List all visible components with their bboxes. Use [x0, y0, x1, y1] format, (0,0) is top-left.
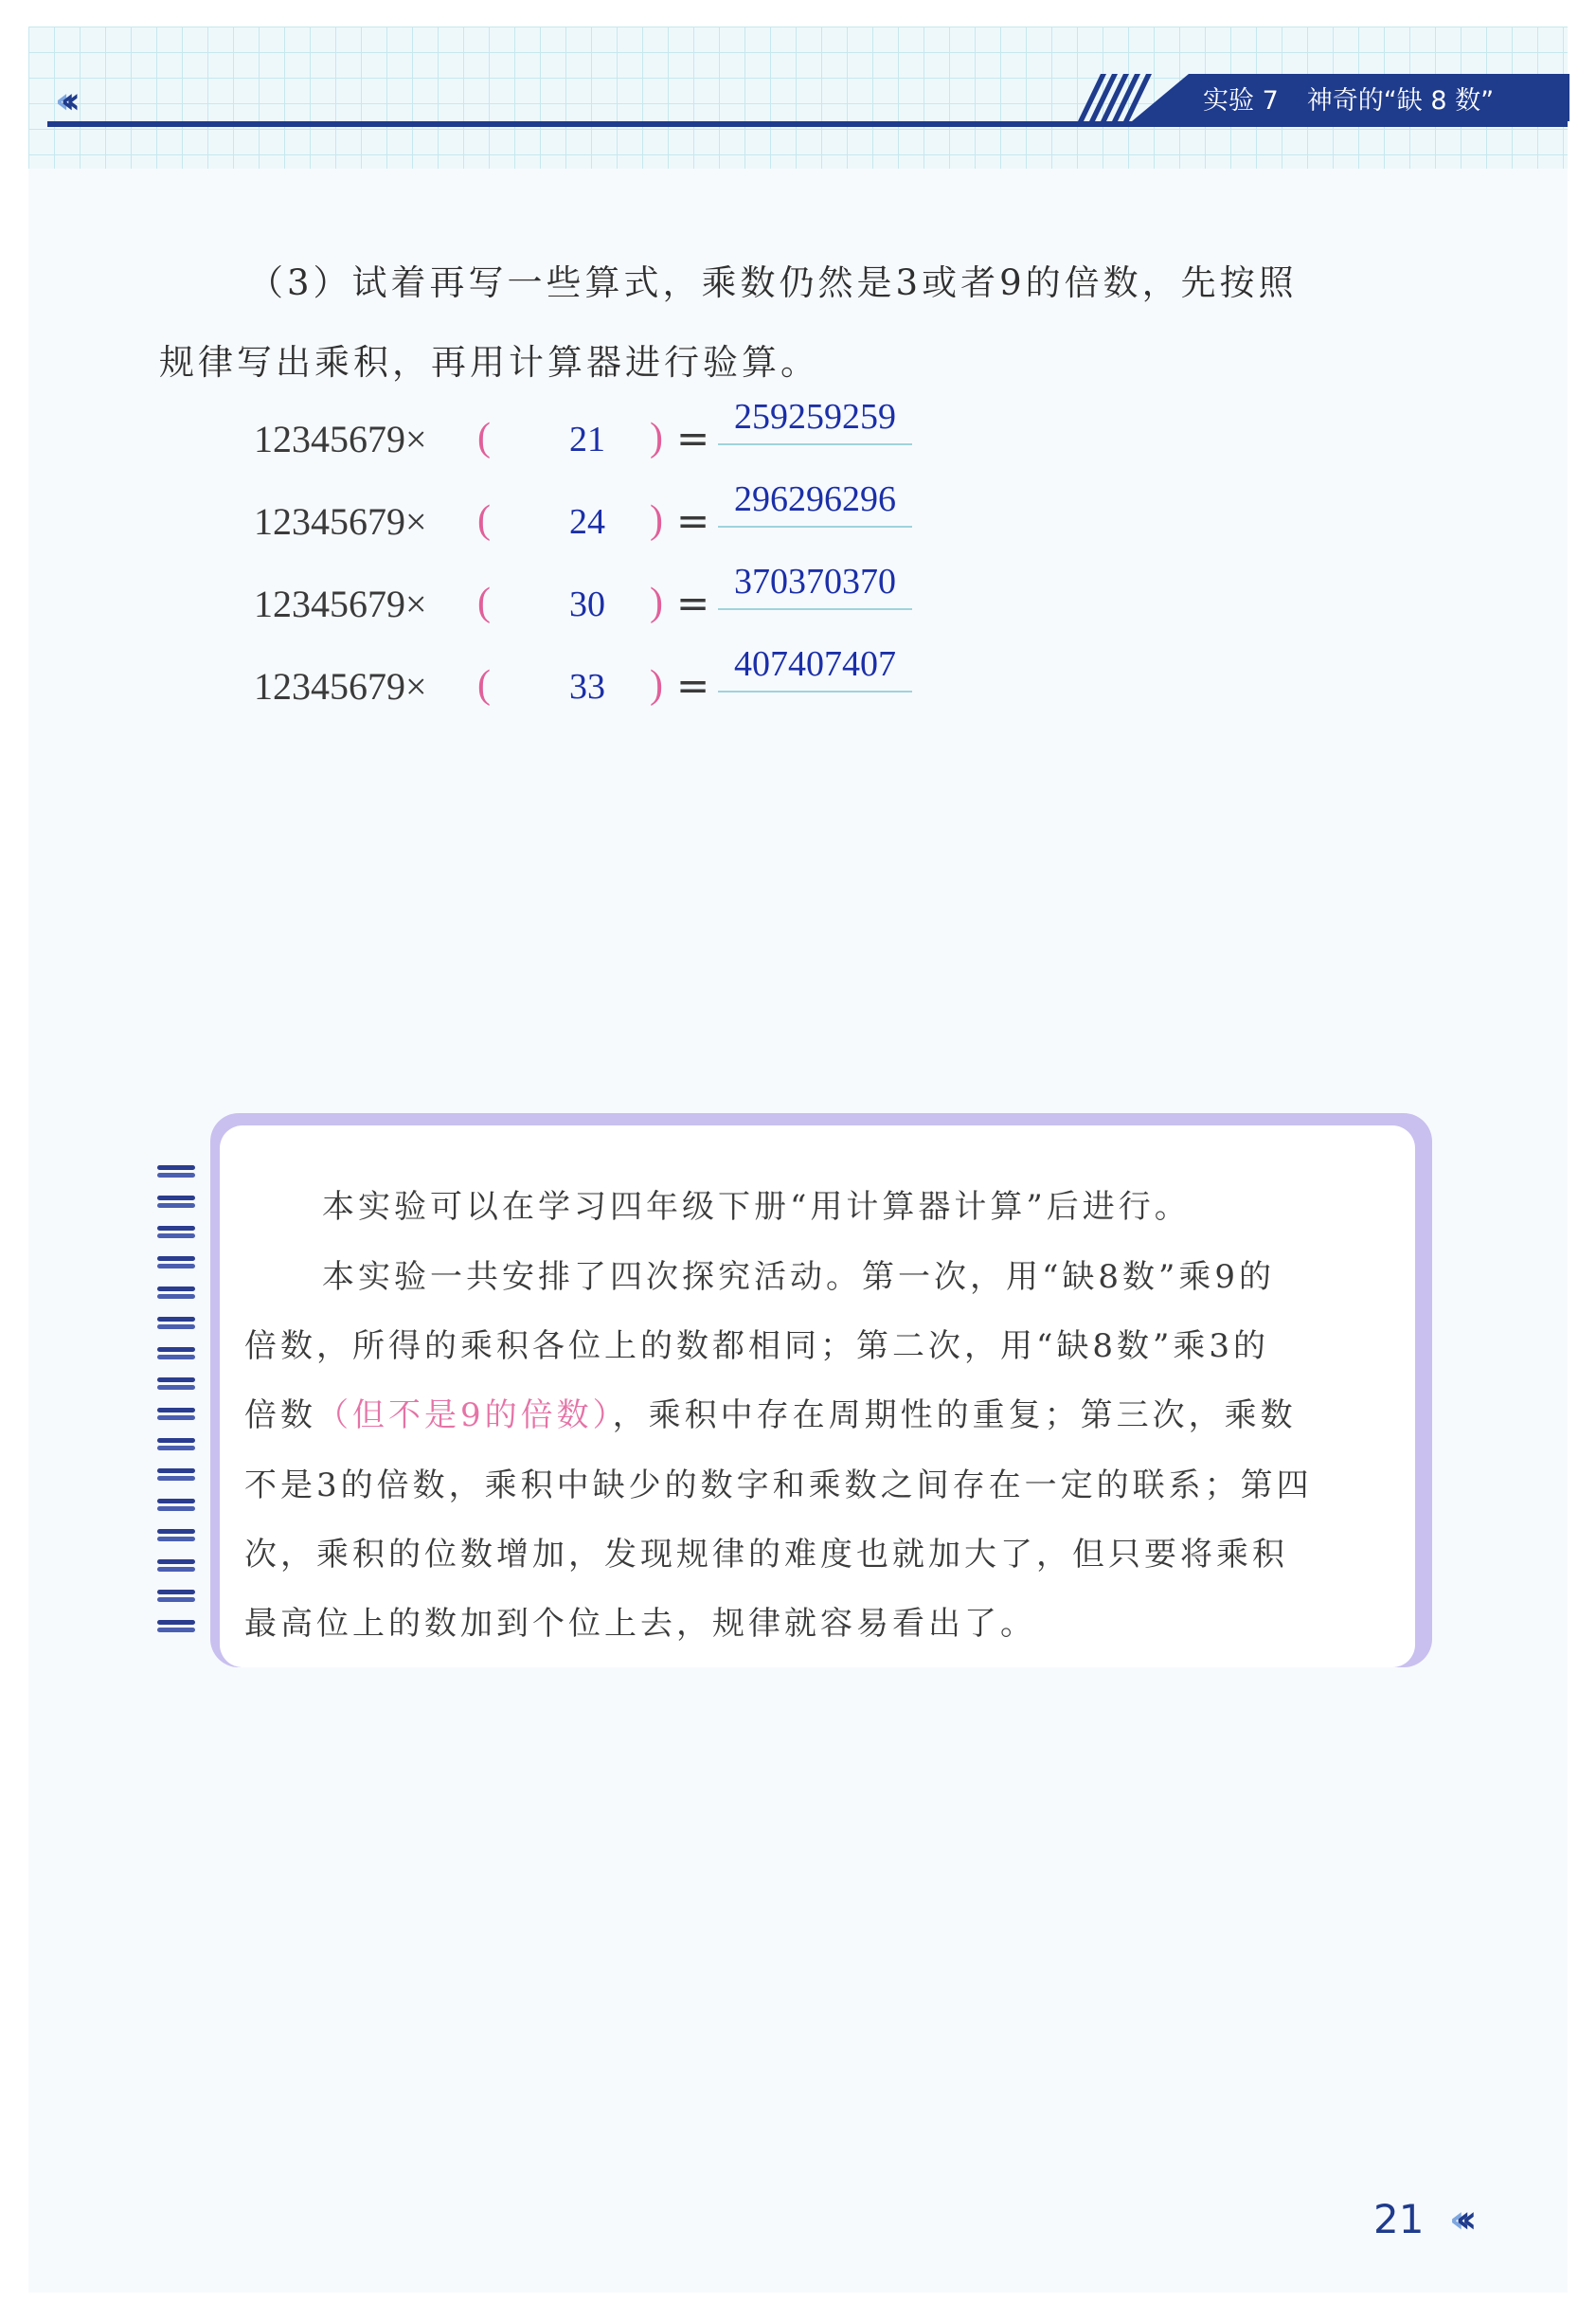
note-line-6: 次，乘积的位数增加，发现规律的难度也就加大了，但只要将乘积	[244, 1536, 1288, 1574]
equals-sign: =	[676, 662, 710, 709]
page-number: 21	[1373, 2196, 1425, 2242]
equation-multiplier: 24	[569, 502, 605, 542]
equals-sign: =	[676, 497, 710, 544]
equation-multiplier: 33	[569, 667, 605, 707]
close-paren: )	[650, 416, 663, 459]
header-rule	[47, 121, 1568, 127]
equation-base: 12345679×	[254, 665, 427, 708]
header-title	[1203, 80, 1563, 117]
double-chevron-left-icon: ‹‹‹	[55, 80, 71, 121]
equation-answer: 370370370	[718, 561, 912, 610]
equation-multiplier: 21	[569, 420, 605, 459]
note-line-2: 本实验一共安排了四次探究活动。第一次，用“缺8数”乘9的	[322, 1258, 1276, 1296]
note-line-3: 倍数，所得的乘积各位上的数都相同；第二次，用“缺8数”乘3的	[244, 1327, 1270, 1365]
equation-answer: 296296296	[718, 478, 912, 528]
close-paren: )	[650, 663, 663, 707]
note-line-5: 不是3的倍数，乘积中缺少的数字和乘数之间存在一定的联系；第四	[244, 1466, 1313, 1504]
equals-sign: =	[676, 580, 710, 626]
equation-row	[254, 562, 1031, 639]
equation-base: 12345679×	[254, 500, 427, 543]
open-paren: (	[477, 581, 491, 624]
exercise-line-2: 规律写出乘积，再用计算器进行验算。	[159, 342, 819, 383]
equation-answer: 407407407	[718, 643, 912, 693]
note-line-4-start: 倍数	[244, 1396, 316, 1434]
chapter-title: 神奇的“缺 8 数”	[1306, 86, 1495, 116]
open-paren: (	[477, 498, 491, 542]
close-paren: )	[650, 581, 663, 624]
experiment-label: 实验 7	[1203, 86, 1279, 116]
exercise-line-1: （3）试着再写一些算式，乘数仍然是3或者9的倍数，先按照	[248, 262, 1298, 303]
double-chevron-left-icon: ‹‹‹	[1449, 2198, 1468, 2241]
note-highlight: （但不是9的倍数）	[316, 1396, 613, 1434]
open-paren: (	[477, 416, 491, 459]
open-paren: (	[477, 663, 491, 707]
close-paren: )	[650, 498, 663, 542]
equation-row	[254, 644, 1031, 721]
equation-row	[254, 397, 1031, 474]
note-line-7: 最高位上的数加到个位上去，规律就容易看出了。	[244, 1605, 1036, 1643]
equals-sign: =	[676, 415, 710, 461]
equation-base: 12345679×	[254, 583, 427, 625]
equation-multiplier: 30	[569, 585, 605, 624]
note-line-4-end: ，乘积中存在周期性的重复；第三次，乘数	[612, 1396, 1297, 1434]
equation-answer: 259259259	[718, 396, 912, 445]
equation-row	[254, 479, 1031, 556]
equation-base: 12345679×	[254, 418, 427, 460]
note-line-1: 本实验可以在学习四年级下册“用计算器计算”后进行。	[322, 1188, 1191, 1226]
note-line-4	[244, 1389, 1297, 1435]
spiral-binding-icon	[157, 1163, 203, 1648]
